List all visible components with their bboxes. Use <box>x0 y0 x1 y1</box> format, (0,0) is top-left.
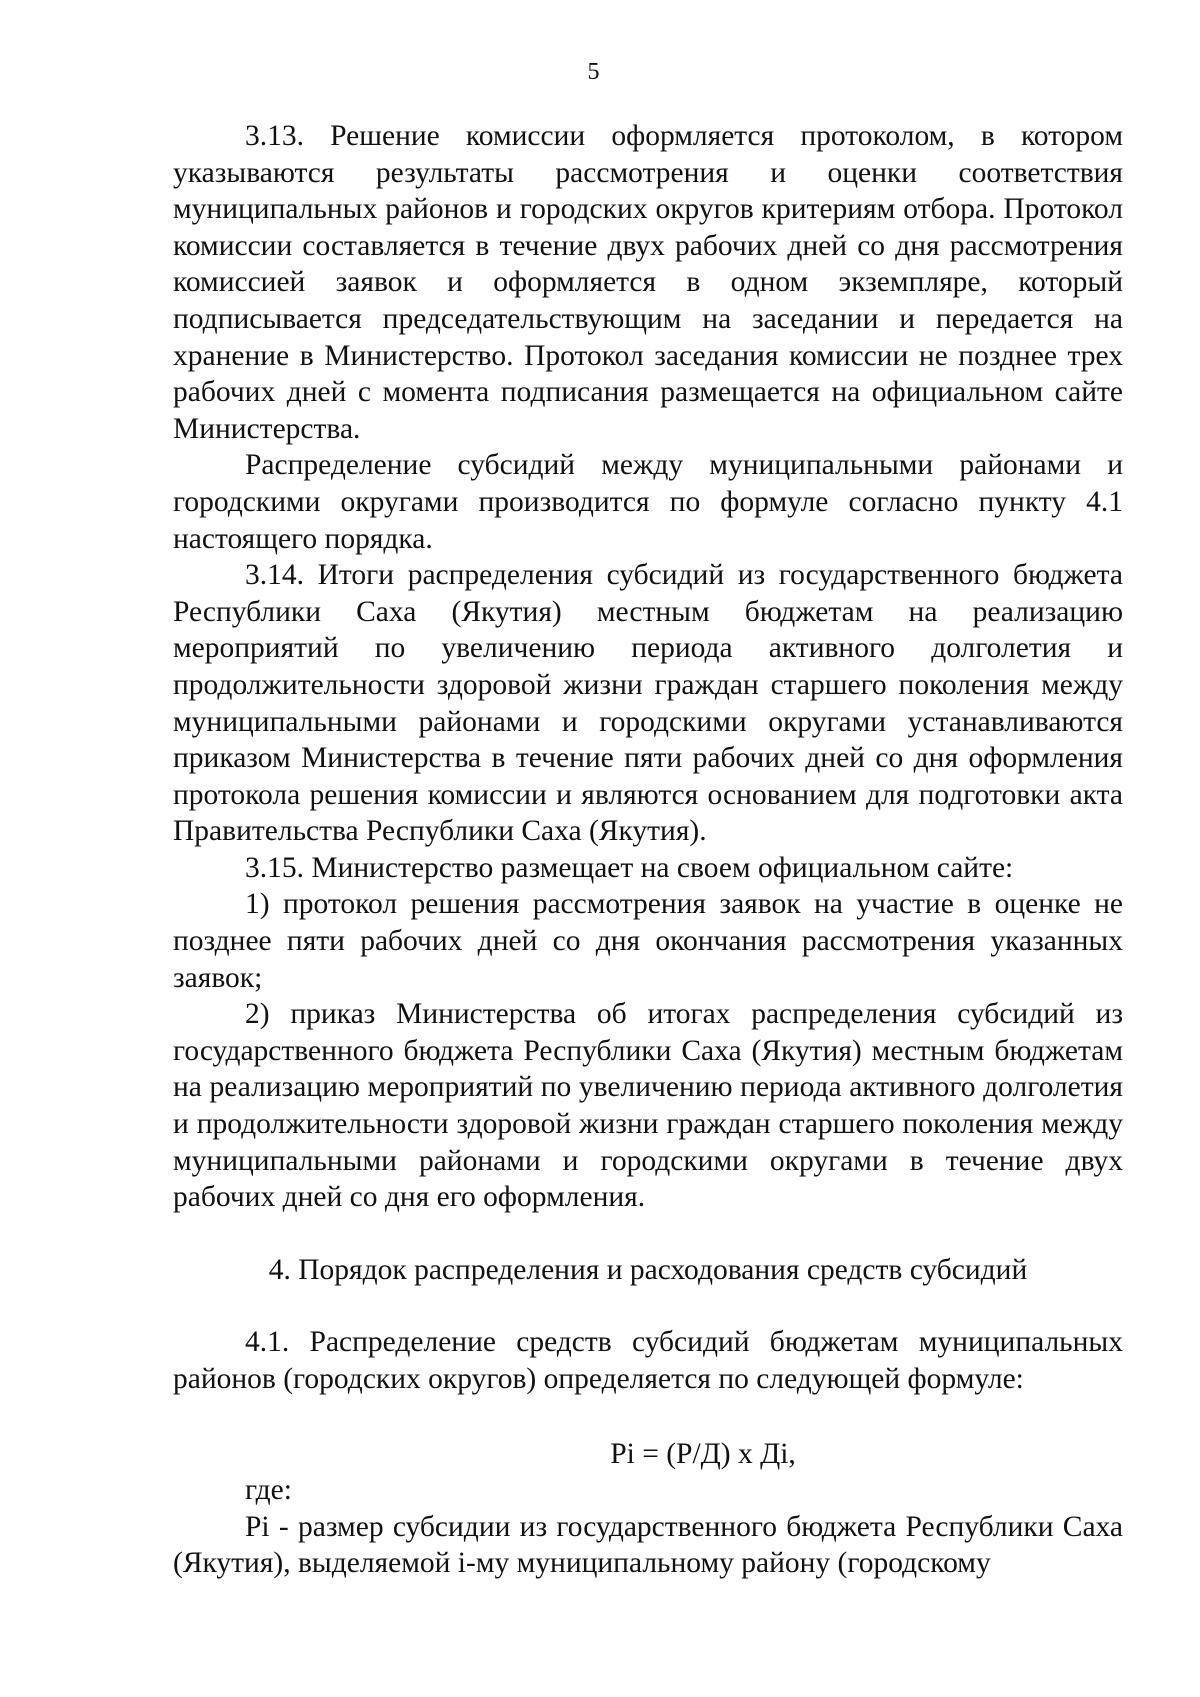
paragraph-3-15: 3.15. Министерство размещает на своем официальном сайте: <box>245 851 1014 884</box>
where-label: где: <box>245 1474 292 1507</box>
page-number: 5 <box>587 59 600 85</box>
list-item-order: 2) приказ Министерства об итогах распределения субсидий из государственного бюджета Республики Саха (Якутия) местным бюджетам на реализацию мероприятий по увеличению периода активного долголетия и продолжительности здоровой жизни граждан старшего поколения между муниципальными районами и городскими округами в течение двух рабочих дней со дня его оформления. <box>173 998 1123 1214</box>
document-body <box>173 118 1123 1582</box>
paragraph-4-1: 4.1. Распределение средств субсидий бюджетам муниципальных районов (городских округов) определяется по следующей формуле: <box>173 1326 1123 1395</box>
formula: Pi = (Р/Д) х Дi, <box>610 1437 796 1470</box>
paragraph-distribution: Распределение субсидий между муниципальными районами и городскими округами производится по формуле согласно пункту 4.1 настоящего порядка. <box>173 449 1123 555</box>
paragraph-3-14: 3.14. Итоги распределения субсидий из государственного бюджета Республики Саха (Якутия) местным бюджетам на реализацию мероприятий по увеличению периода активного долголетия и продолжительности здоровой жизни граждан старшего поколения между муниципальными районами и городскими округами устанавливаются приказом Министерства в течение пяти рабочих дней со дня оформления протокола решения комиссии и являются основанием для подготовки акта Правительства Республики Саха (Якутия). <box>173 559 1123 848</box>
section-heading: 4. Порядок распределения и расходования средств субсидий <box>268 1253 1028 1286</box>
paragraph-3-13: 3.13. Решение комиссии оформляется протоколом, в котором указываются результаты рассмотрения и оценки соответствия муниципальных районов и городских округов критериям отбора. Протокол комиссии составляется в течение двух рабочих дней со дня рассмотрения комиссией заявок и оформляется в одном экземпляре, который подписывается председательствующим на заседании и передается на хранение в Министерство. Протокол заседания комиссии не позднее трех рабочих дней с момента подписания размещается на официальном сайте Министерства. <box>173 120 1123 445</box>
definition-pi: Pi - размер субсидии из государственного бюджета Республики Саха (Якутия), выделяемой i-му муниципальному району (городскому <box>173 1510 1123 1580</box>
list-item-protocol: 1) протокол решения рассмотрения заявок на участие в оценке не позднее пяти рабочих дней со дня окончания рассмотрения указанных заявок; <box>173 888 1123 994</box>
